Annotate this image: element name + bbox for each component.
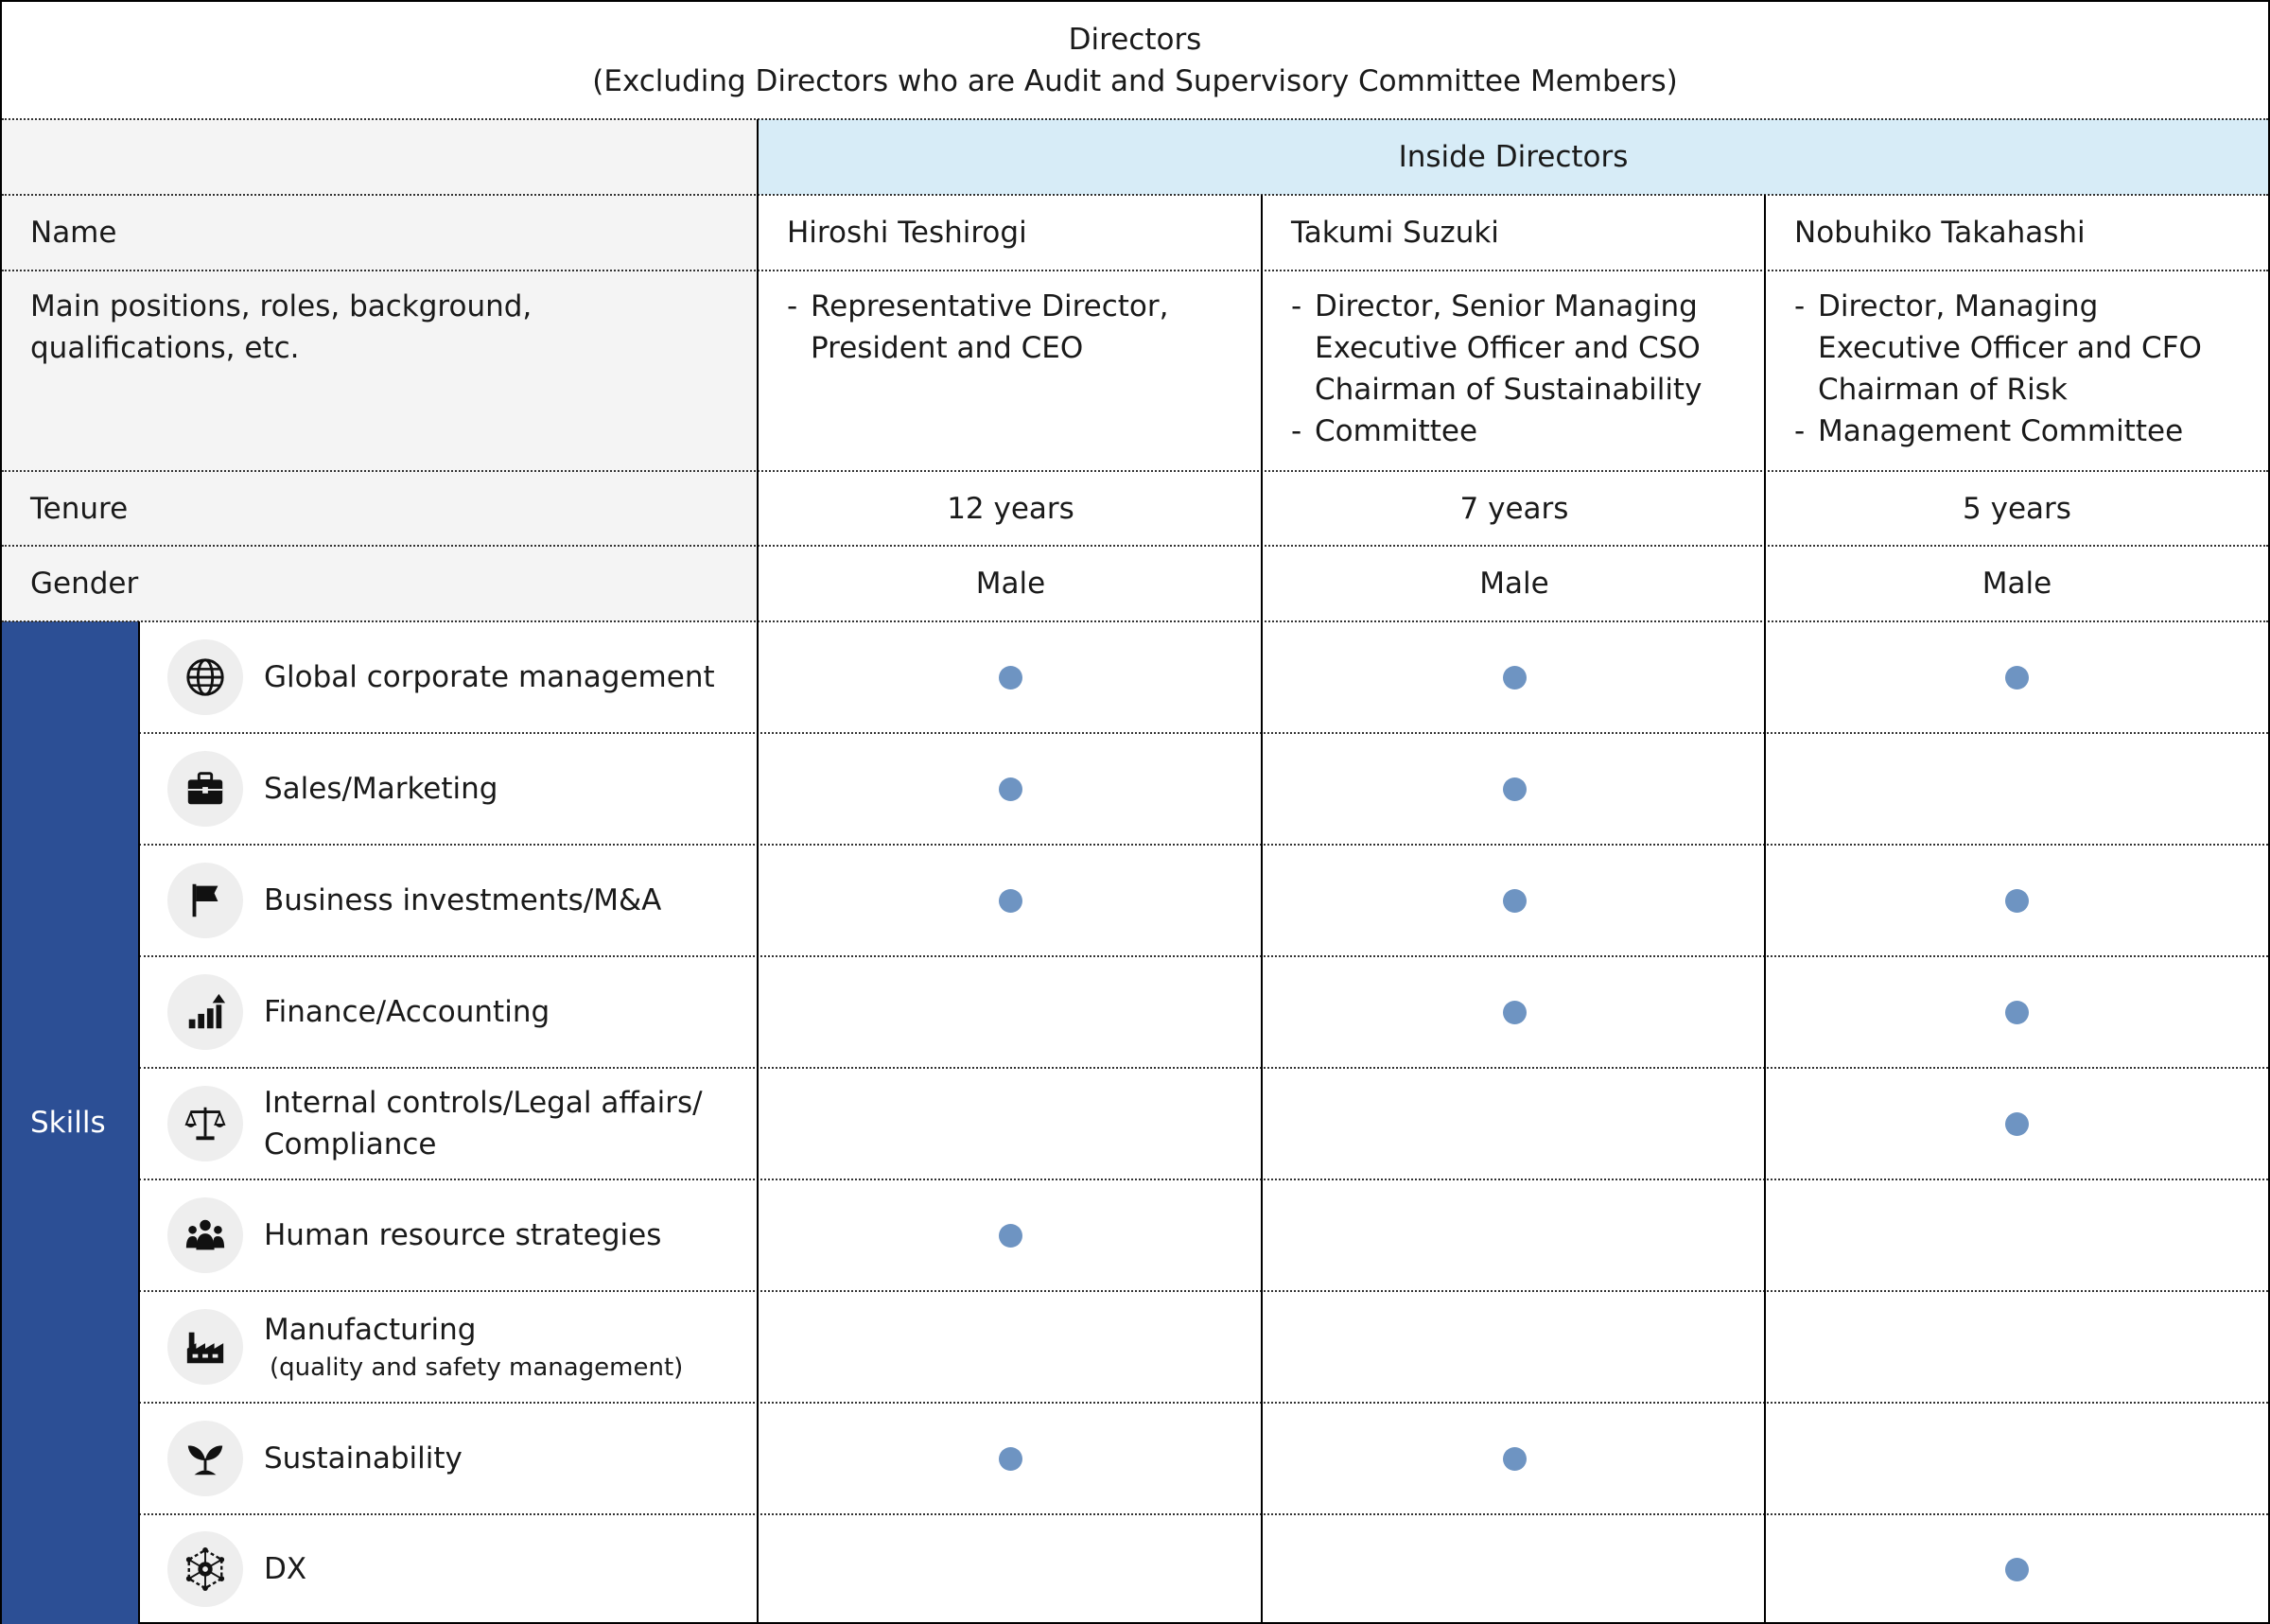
skill-mark-dot <box>2005 1112 2029 1136</box>
row-divider <box>2 194 2268 196</box>
skill-text <box>264 880 661 921</box>
skill-mark-dot <box>1503 1001 1527 1024</box>
skill-mark-dot <box>2005 666 2029 690</box>
skill-mark-cell <box>759 956 1263 1068</box>
skill-text <box>264 656 715 698</box>
table-subtitle: (Excluding Directors who are Audit and Supervisory Committee Members) <box>592 64 1678 98</box>
row-divider <box>139 1290 2268 1292</box>
skill-mark-dot <box>1503 666 1527 690</box>
skill-mark-cell <box>759 845 1263 956</box>
row-divider <box>139 732 2268 734</box>
skill-name: Global corporate management <box>264 660 715 694</box>
skill-mark-cell <box>759 1403 1263 1514</box>
skill-row-label <box>139 1179 759 1291</box>
globe-icon <box>167 639 243 715</box>
growth-chart-icon <box>167 974 243 1050</box>
row-divider <box>2 270 2268 271</box>
position-item: - Management Committee <box>1794 410 2249 452</box>
row-divider <box>139 1402 2268 1404</box>
positions-label: Main positions, roles, background, qualifications, etc. <box>2 271 759 471</box>
director-gender: Male <box>1479 567 1549 601</box>
network-icon <box>167 1531 243 1607</box>
skill-mark-cell <box>1263 1068 1766 1179</box>
skill-mark-cell <box>1263 621 1766 733</box>
position-item: - Committee <box>1291 410 1747 452</box>
skill-text <box>264 1309 683 1385</box>
director-tenure: 5 years <box>1963 491 2071 526</box>
skill-mark-cell <box>1263 956 1766 1068</box>
briefcase-icon <box>167 751 243 827</box>
skill-mark-dot <box>1503 777 1527 801</box>
skill-mark-cell <box>759 733 1263 845</box>
people-icon <box>167 1197 243 1273</box>
skill-mark-cell <box>759 1068 1263 1179</box>
row-divider <box>139 955 2268 957</box>
skill-mark-cell <box>1766 1514 2268 1624</box>
director-name: Hiroshi Teshirogi <box>787 216 1027 250</box>
name-label: Name <box>2 195 759 271</box>
director-positions <box>759 271 1263 471</box>
row-divider <box>2 470 2268 472</box>
director-positions <box>1263 271 1766 471</box>
skill-mark-dot <box>2005 1558 2029 1581</box>
skill-mark-cell <box>1263 1403 1766 1514</box>
skill-mark-cell <box>1766 956 2268 1068</box>
skill-row-label <box>139 956 759 1068</box>
skill-sublabel: (quality and safety management) <box>270 1353 684 1382</box>
gender-label: Gender <box>2 546 759 621</box>
factory-icon <box>167 1309 243 1385</box>
skill-mark-cell <box>759 1291 1263 1403</box>
skill-mark-cell <box>1766 1403 2268 1514</box>
skill-text <box>264 991 550 1033</box>
row-divider <box>2 620 2268 622</box>
skill-row-label <box>139 1068 759 1179</box>
column-divider <box>138 621 140 1624</box>
column-divider <box>1261 195 1263 1624</box>
sprout-icon <box>167 1421 243 1496</box>
director-gender: Male <box>975 567 1046 601</box>
skill-mark-dot <box>999 889 1022 913</box>
skill-name: Sustainability <box>264 1441 463 1476</box>
skill-mark-dot <box>2005 889 2029 913</box>
skill-mark-cell <box>759 1514 1263 1624</box>
flag-icon <box>167 863 243 938</box>
skill-mark-cell <box>1766 845 2268 956</box>
skill-row-label <box>139 1403 759 1514</box>
position-item: - Director, Senior Managing Executive Officer and CSO Chairman of Sustainability <box>1291 286 1747 410</box>
skill-name: Manufacturing <box>264 1313 477 1347</box>
director-positions <box>1766 271 2268 471</box>
skill-name: Business investments/M&A <box>264 883 662 917</box>
row-divider <box>139 1067 2268 1069</box>
skill-text <box>264 1082 759 1165</box>
skill-row-label <box>139 733 759 845</box>
tenure-label: Tenure <box>2 471 759 546</box>
row-divider <box>2 545 2268 547</box>
position-item: - Representative Director, President and CEO <box>787 286 1244 369</box>
director-name: Takumi Suzuki <box>1291 216 1499 250</box>
skill-mark-cell <box>1263 1291 1766 1403</box>
scales-icon <box>167 1086 243 1161</box>
skill-row-label <box>139 1514 759 1624</box>
corner-cell <box>2 119 759 195</box>
inside-directors-header: Inside Directors <box>759 119 2268 195</box>
skill-mark-dot <box>2005 1001 2029 1024</box>
director-gender: Male <box>1982 567 2052 601</box>
director-tenure: 12 years <box>947 491 1074 526</box>
skill-text <box>264 1548 306 1590</box>
column-divider <box>1764 195 1766 1624</box>
skill-mark-dot <box>999 777 1022 801</box>
skill-mark-cell <box>1766 621 2268 733</box>
skill-name: DX <box>264 1552 307 1586</box>
director-name: Nobuhiko Takahashi <box>1794 216 2086 250</box>
skills-side-label: Skills <box>2 621 139 1624</box>
row-divider <box>139 1179 2268 1180</box>
skill-text <box>264 1214 661 1256</box>
row-divider <box>139 1513 2268 1515</box>
skill-text <box>264 768 498 810</box>
skill-mark-cell <box>759 621 1263 733</box>
skill-mark-cell <box>1766 1179 2268 1291</box>
skill-mark-cell <box>1766 1291 2268 1403</box>
skill-mark-cell <box>1263 733 1766 845</box>
director-tenure: 7 years <box>1459 491 1569 526</box>
skill-name: Internal controls/Legal affairs/ Compliance <box>264 1086 703 1161</box>
skill-mark-cell <box>1766 733 2268 845</box>
skill-mark-dot <box>1503 889 1527 913</box>
skill-mark-cell <box>1263 845 1766 956</box>
position-item: - Director, Managing Executive Officer and CFO Chairman of Risk <box>1794 286 2249 410</box>
row-divider <box>139 844 2268 846</box>
column-divider <box>757 119 759 1624</box>
skill-mark-cell <box>759 1179 1263 1291</box>
skill-mark-cell <box>1263 1514 1766 1624</box>
skill-mark-cell <box>1766 1068 2268 1179</box>
skill-mark-dot <box>999 1224 1022 1248</box>
skill-row-label <box>139 1291 759 1403</box>
table-header <box>2 2 2268 119</box>
table-title: Directors <box>1068 23 1202 57</box>
row-divider <box>2 118 2268 120</box>
skill-row-label <box>139 621 759 733</box>
skill-name: Sales/Marketing <box>264 772 498 806</box>
skill-row-label <box>139 845 759 956</box>
skill-name: Human resource strategies <box>264 1218 662 1252</box>
skill-mark-dot <box>999 666 1022 690</box>
skill-mark-cell <box>1263 1179 1766 1291</box>
skill-mark-dot <box>999 1447 1022 1471</box>
skill-mark-dot <box>1503 1447 1527 1471</box>
skill-name: Finance/Accounting <box>264 995 550 1029</box>
skill-text <box>264 1438 463 1479</box>
